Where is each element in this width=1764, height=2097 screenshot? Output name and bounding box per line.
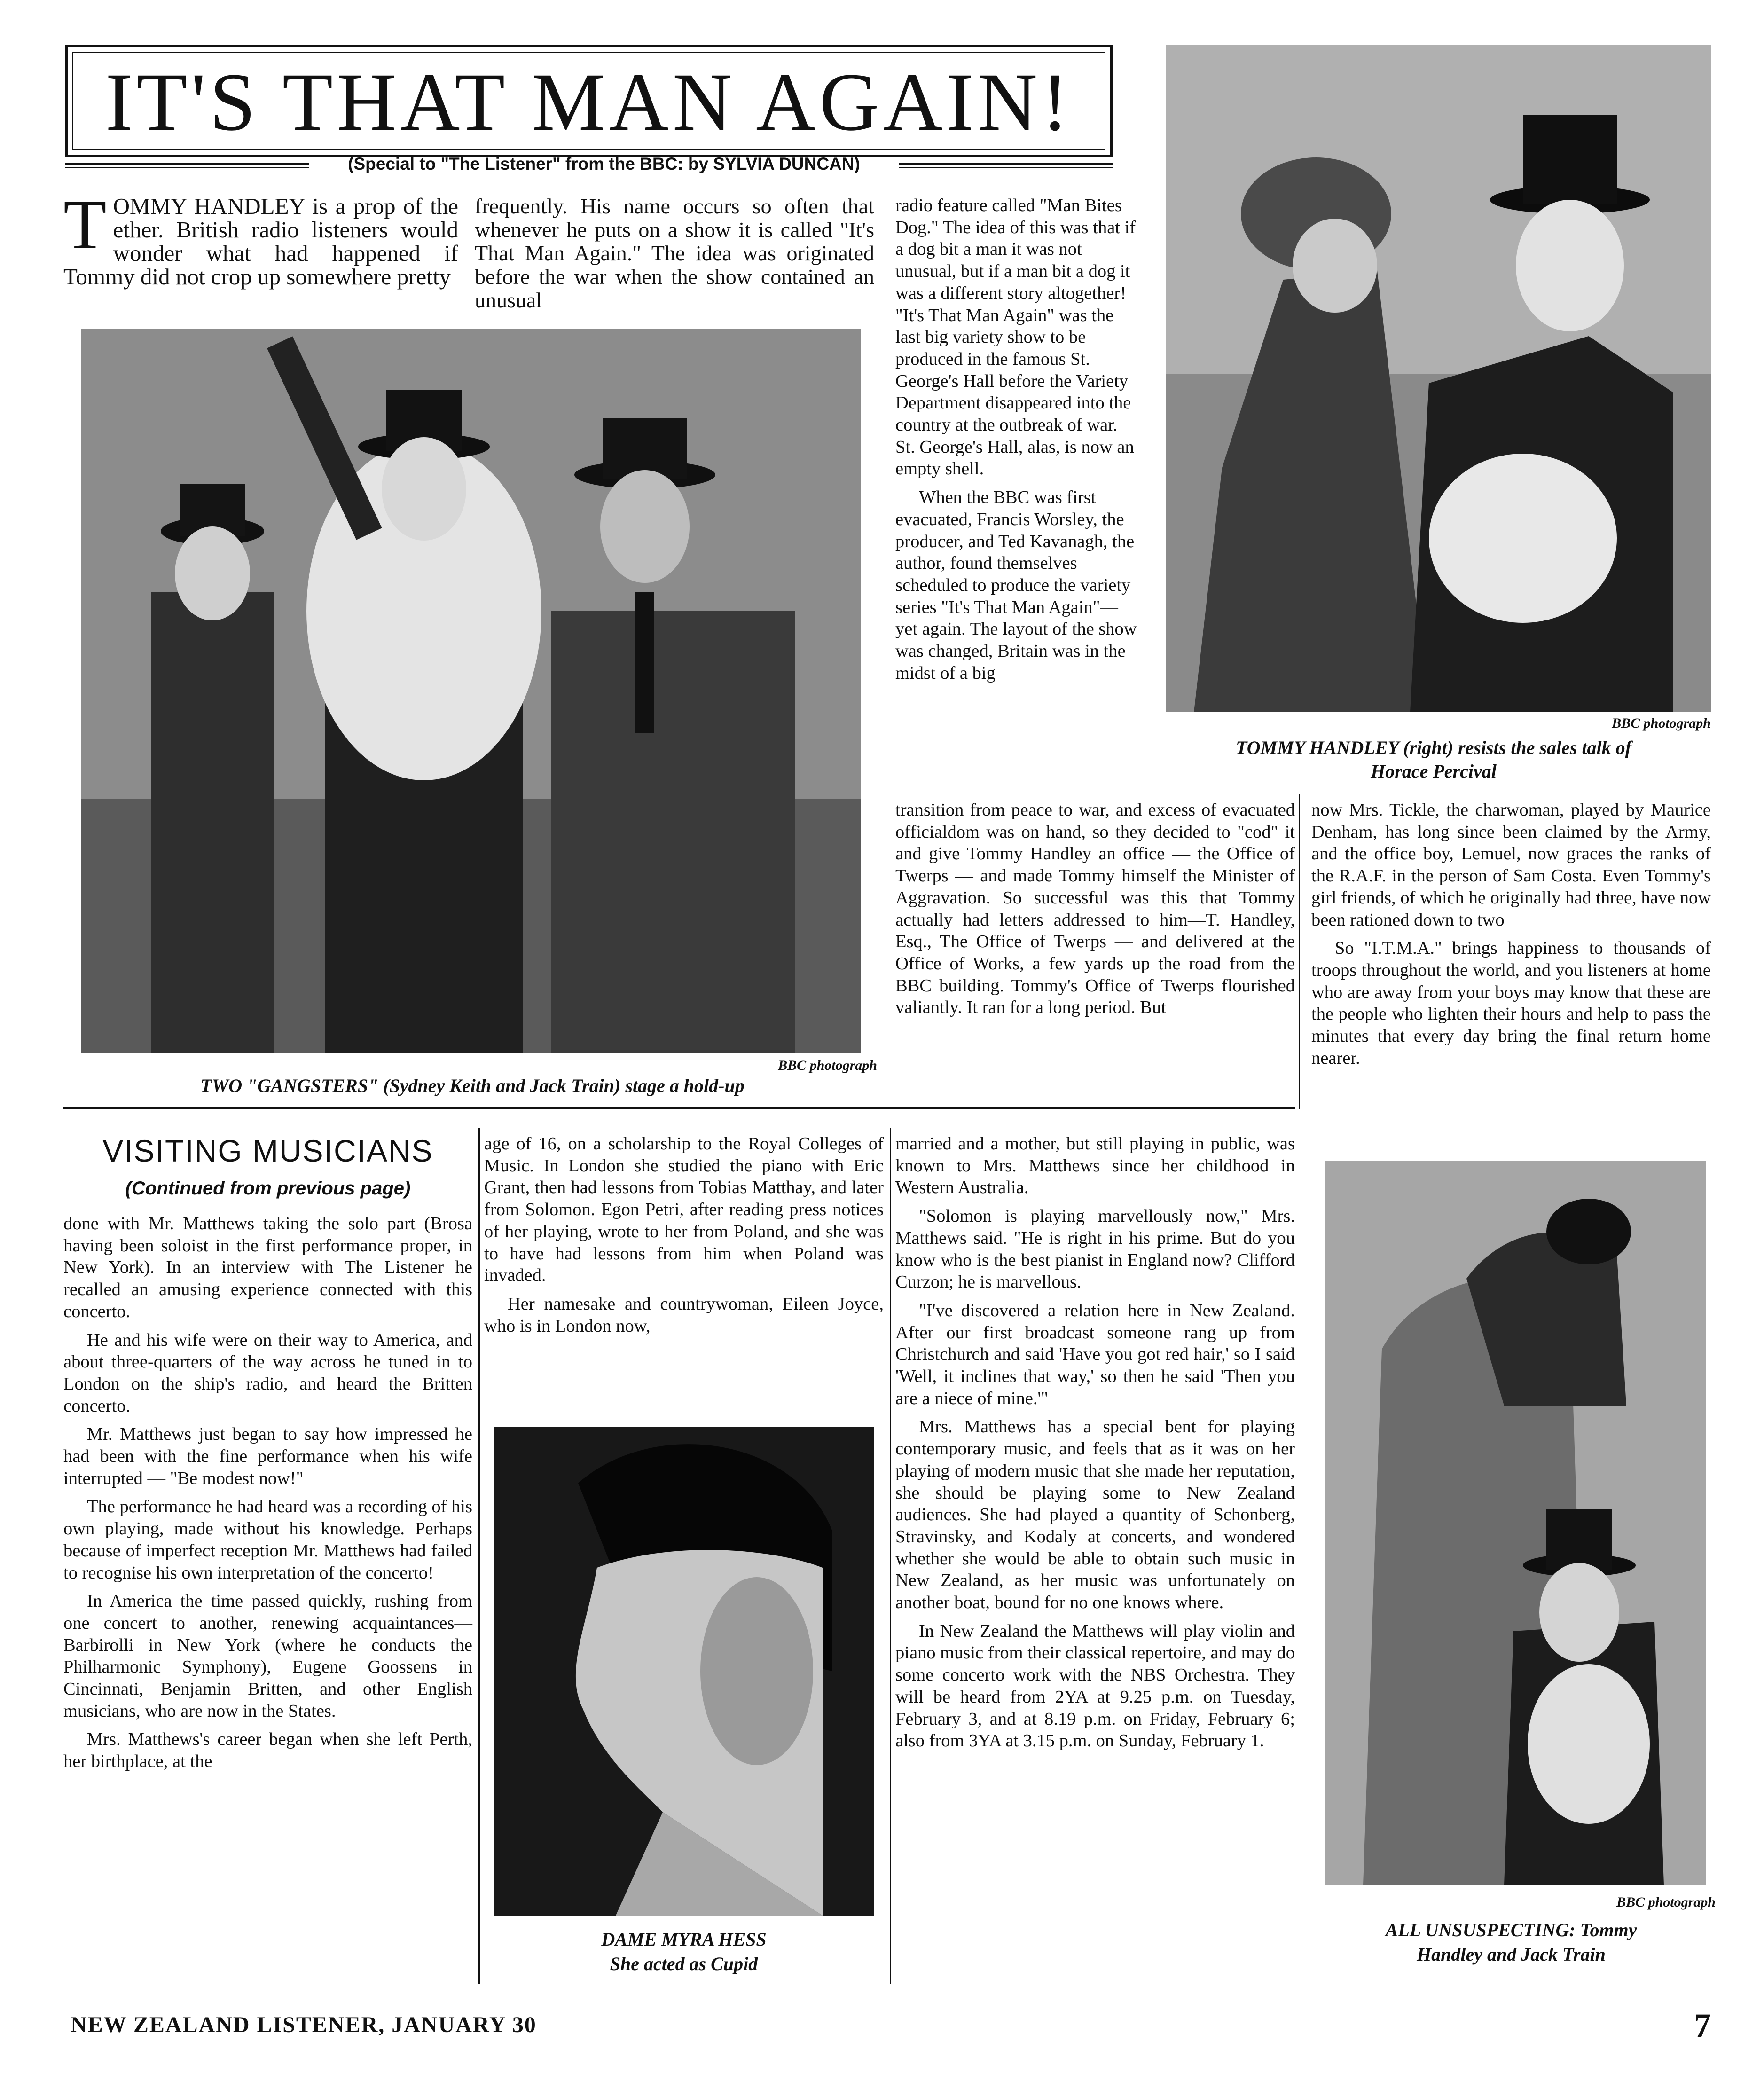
byline-rule-left [65,163,309,165]
itma-col4-p2: So "I.T.M.A." brings happiness to thousands of troops throughout the world, and you listeners at home who are away from your boys may know that these are the people who lighten their hours and help to pass the minutes that every day bring the final return home nearer. [1311,938,1711,1068]
handley-percival-photo [1166,45,1711,712]
musicians-heading: VISITING MUSICIANS [102,1133,433,1168]
musicians-c3-p4: Mrs. Matthews has a special bent for playing contemporary music, and feels that as it was on her playing of modern music that she made her reputation, she should be playing some to New Zealand audiences. She had played a quantity of Schonberg, Stravinsky, and Kodaly at concerts, and wondered whether she would be able to obtain such music in New Zealand, as her music was unfortunately on another boat, bound for no one knows where. [895,1417,1295,1613]
itma-col2 [475,195,874,312]
gangsters-credit: BBC photograph [778,1058,877,1073]
itma-wide-col [895,799,1295,1025]
musicians-c1-p1: done with Mr. Matthews taking the solo part (Brosa having been soloist in the first performance proper, in New York). In an interview with The Listener he recalled an amusing experience connected with this concerto. [63,1214,472,1321]
section-divider [63,1107,1295,1109]
handley-percival-caption-2: Horace Percival [1371,761,1497,782]
musicians-continued: (Continued from previous page) [125,1178,411,1199]
itma-wide-paragraph: transition from peace to war, and excess of evacuated officialdom was on hand, so they decided to "cod" it and give Tommy Handley an office — the Office of Twerps — and made Tommy himself the Minister of Aggravation. So successful was this that Tommy actually had letters addressed to him—T. Handley, Esq., The Office of Twerps — and delivered at the Office of Works, a few yards up the road from the BBC building. Tommy's Office of Twerps flourished valiantly. It ran for a long period. But [895,800,1295,1018]
unsuspecting-credit: BBC photograph [1616,1894,1716,1910]
itma-col3 [895,195,1140,691]
headline-box [65,45,1113,157]
musicians-c3-p3: "I've discovered a relation here in New Zealand. After our first broadcast someone rang up from Christchurch and said 'Have you got red hair,' so I said 'Well, it inclines that way,' so then he said 'Then you are a niece of mine.'" [895,1300,1295,1408]
handley-percival-photo-art [1166,45,1711,712]
unsuspecting-caption-1: ALL UNSUSPECTING: Tommy [1385,1919,1637,1940]
myra-hess-caption-2: She acted as Cupid [610,1953,758,1974]
unsuspecting-caption-2: Handley and Jack Train [1417,1944,1606,1965]
musicians-c1-p6: Mrs. Matthews's career began when she left Perth, her birthplace, at the [63,1729,472,1772]
byline: (Special to "The Listener" from the BBC: by SYLVIA DUNCAN) [348,154,860,173]
byline-rule-left-2 [65,167,309,168]
unsuspecting-photo-art [1325,1161,1706,1885]
unsuspecting-photo [1325,1161,1706,1885]
gangsters-caption: TWO "GANGSTERS" (Sydney Keith and Jack Train) stage a hold-up [200,1075,745,1096]
myra-hess-photo-art [494,1427,874,1916]
handley-percival-caption-1: TOMMY HANDLEY (right) resists the sales talk of [1236,737,1631,758]
handley-percival-credit: BBC photograph [1612,715,1711,731]
headline-title: IT'S THAT MAN AGAIN! [105,56,1073,148]
gangsters-photo-art [81,329,861,1053]
itma-col3-p2: When the BBC was first evacuated, Francis Worsley, the producer, and Ted Kavanagh, the author, found themselves scheduled to produce the variety series "It's That Man Again"—yet again. The layout of the show was changed, Britain was in the midst of a big [895,487,1137,683]
byline-rule-right [899,163,1113,165]
myra-hess-photo [494,1427,874,1916]
musicians-col2 [484,1133,884,1343]
musicians-c3-p5: In New Zealand the Matthews will play violin and piano music from their classical repertoire, and may do some concerto work with the NBS Orchestra. They will be heard from 2YA at 9.25 p.m. on Tuesday, February 3, and at 8.19 p.m. on Friday, February 6; also from 3YA at 3.15 p.m. on Sunday, February 1. [895,1621,1295,1751]
itma-col1-text: OMMY HANDLEY is a prop of the ether. British radio listeners would wonder what had happened if Tommy did not crop up somewhere pretty [63,193,458,290]
column-rule-2 [890,1128,891,1984]
musicians-c2-p2: Her namesake and countrywoman, Eileen Joyce, who is in London now, [484,1294,884,1336]
myra-hess-caption-1: DAME MYRA HESS [601,1929,767,1950]
itma-col3-p1: radio feature called "Man Bites Dog." The idea of this was that if a dog bit a man it was not unusual, but if a man bit a dog it was a different story altogether! "It's That Man Again" was the last big variety show to be produced in the famous St. George's Hall before the Variety Department disappeared into the country at the outbreak of war. St. George's Hall, alas, is now an empty shell. [895,196,1136,479]
column-rule-1 [478,1128,480,1984]
musicians-c1-p4: The performance he had heard was a recording of his own playing, made without his knowledge. Perhaps because of imperfect reception Mr. Matthews had failed to recognise his own interpretation of the concerto! [63,1497,472,1583]
musicians-c3-p2: "Solomon is playing marvellously now," Mrs. Matthews said. "He is right in his prime. But do you know who is the best pianist in England now? Clifford Curzon; he is marvellous. [895,1206,1295,1292]
musicians-col1 [63,1213,472,1779]
musicians-c3-p1: married and a mother, but still playing in public, was known to Mrs. Matthews since her childhood in Western Australia. [895,1134,1295,1198]
musicians-c2-p1: age of 16, on a scholarship to the Royal Colleges of Music. In London she studied the piano with Eric Grant, then had lessons from Tobias Matthay, and later from Solomon. Egon Petri, after reading press notices of her playing, wrote to her from Poland, and she was to have had lessons from him when Poland was invaded. [484,1134,884,1286]
musicians-c1-p3: Mr. Matthews just began to say how impressed he had been with the fine performance when his wife interrupted — "Be modest now!" [63,1424,472,1488]
musicians-col3 [895,1133,1295,1759]
column-rule-itma [1299,794,1300,1109]
dropcap: T [63,186,107,264]
musicians-c1-p2: He and his wife were on their way to America, and about three-quarters of the way across he tuned in to London on the ship's radio, and heard the Britten concerto. [63,1330,472,1416]
byline-rule-right-2 [899,167,1113,168]
itma-col4 [1311,799,1711,1076]
itma-col2-text: frequently. His name occurs so often that whenever he puts on a show it is called "It's That Man Again." The idea was originated before the war when the show contained an unusual [475,194,874,312]
gangsters-photo [81,329,861,1053]
footer-masthead: NEW ZEALAND LISTENER, JANUARY 30 [71,2012,537,2037]
itma-col4-p1: now Mrs. Tickle, the charwoman, played by Maurice Denham, has long since been claimed by the Army, and the office boy, Lemuel, now graces the ranks of the R.A.F. in the person of Sam Costa. Even Tommy's girl friends, of which he originally had three, have now been rationed down to two [1311,800,1711,930]
musicians-c1-p5: In America the time passed quickly, rushing from one concert to another, renewing acquaintances—Barbirolli in New York (where he conducts the Philharmonic Symphony), Eugene Goossens in Cincinnati, Benjamin Britten, and other English musicians, who are now in the States. [63,1591,472,1721]
itma-col1 [63,186,458,290]
page-number: 7 [1694,2007,1711,2044]
